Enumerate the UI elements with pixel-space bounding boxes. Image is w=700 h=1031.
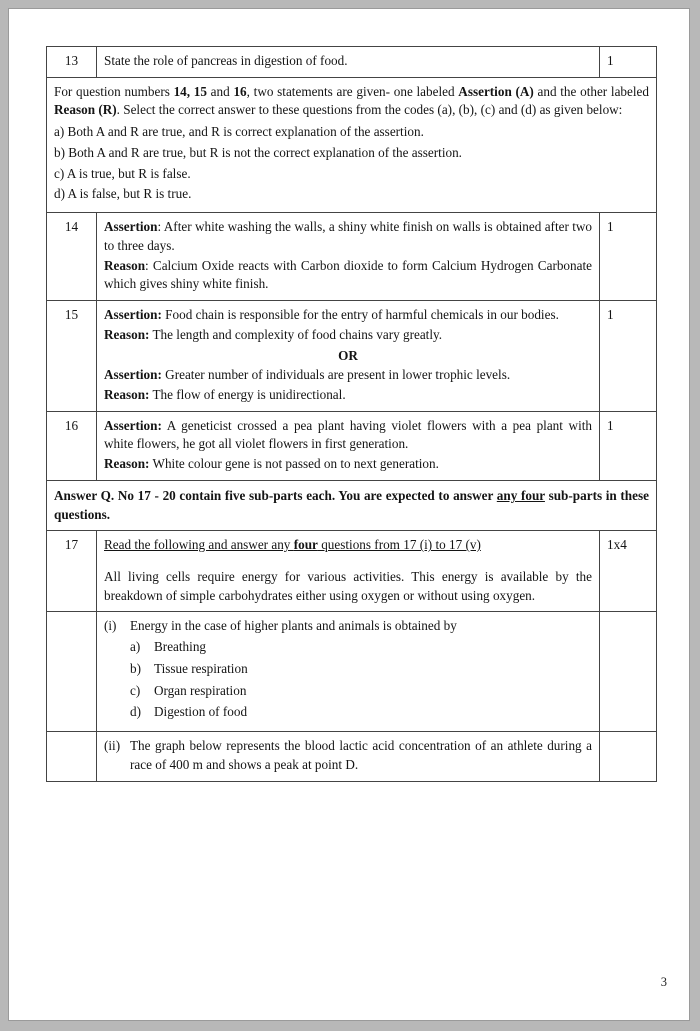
- q17-heading-part-2: questions from 17 (i) to 17 (v): [317, 537, 481, 553]
- q17-subpart-ii-number-cell: [47, 732, 97, 781]
- intro-text-2: and: [206, 83, 234, 99]
- q17-heading-bold: four: [293, 537, 318, 553]
- table-row-q17-subpart-ii: [47, 732, 657, 781]
- q14-number: 14: [47, 213, 97, 301]
- subparts-note-cell: [47, 480, 657, 530]
- q15-alt-assertion-text: Greater number of individuals are present in lower trophic levels.: [161, 367, 511, 383]
- q16-assertion: [104, 417, 592, 454]
- subparts-note-underlined: any four: [496, 487, 545, 503]
- q14-assertion-label: Assertion: [104, 219, 158, 235]
- subparts-note-part-1: Answer Q. No 17 - 20 contain five sub-parts each. You are expected to answer: [54, 487, 497, 503]
- q14-assertion-text: After white washing the walls, a shiny white finish on walls is obtained after two to three days.: [104, 219, 592, 253]
- q15-reason-text: The length and complexity of food chains vary greatly.: [149, 326, 443, 342]
- q14-assertion: [104, 218, 592, 255]
- choice-text-c: Organ respiration: [154, 682, 247, 698]
- q17-number: 17: [47, 531, 97, 612]
- q14-content: [97, 213, 600, 301]
- q14-marks: 1: [600, 213, 657, 301]
- q16-reason-text: White colour gene is not passed on to next generation.: [149, 456, 439, 472]
- q15-alt-reason-label: Reason:: [104, 387, 150, 403]
- q17-heading: [104, 536, 592, 555]
- q16-content: [97, 411, 600, 480]
- table-row-q14: [47, 213, 657, 301]
- assertion-option-d: d) A is false, but R is true.: [54, 186, 192, 202]
- list-item: [130, 703, 592, 722]
- q15-assertion: [104, 306, 592, 325]
- q13-number: 13: [47, 47, 97, 78]
- choice-text-a: Breathing: [154, 639, 207, 655]
- assertion-instructions-cell: [47, 77, 657, 212]
- q15-or-separator: OR: [338, 347, 358, 363]
- assertion-option-b: b) Both A and R are true, but R is not the correct explanation of the assertion.: [54, 144, 462, 160]
- question-sheet: [46, 46, 656, 782]
- intro-text-4: and the other labeled: [533, 83, 649, 99]
- intro-bold-3: Assertion (A): [458, 83, 534, 99]
- q17-heading-part-1: Read the following and answer any: [104, 537, 294, 553]
- choice-text-d: Digestion of food: [154, 704, 248, 720]
- q15-alt-reason-text: The flow of energy is unidirectional.: [149, 387, 346, 403]
- q17-subpart-ii-label: (ii): [104, 738, 121, 754]
- assertion-option-c: c) A is true, but R is false.: [54, 165, 191, 181]
- q16-marks: 1: [600, 411, 657, 480]
- table-row-q17-subpart-i: [47, 612, 657, 732]
- list-item: [130, 638, 592, 657]
- choice-letter-d: d): [130, 704, 141, 720]
- q13-marks: 1: [600, 47, 657, 78]
- intro-text-3: , two statements are given- one labeled: [246, 83, 459, 99]
- q17-subpart-i-question: [104, 617, 592, 636]
- q17-header-content: [97, 531, 600, 612]
- intro-bold-1: 14, 15: [173, 83, 207, 99]
- q17-subpart-ii-question: [104, 737, 592, 774]
- q15-content: [97, 301, 600, 412]
- q17-subpart-ii-marks-cell: [600, 732, 657, 781]
- intro-bold-2: 16: [233, 83, 247, 99]
- intro-bold-4: Reason (R): [54, 102, 117, 118]
- q17-subpart-ii-content: [97, 732, 600, 781]
- q16-number: 16: [47, 411, 97, 480]
- q15-reason-label: Reason:: [104, 326, 150, 342]
- table-row-q16: [47, 411, 657, 480]
- subparts-note-text: [54, 486, 649, 524]
- intro-text-5: . Select the correct answer to these questions from the codes (a), (b), (c) and (d) as given below:: [116, 102, 623, 118]
- choice-letter-a: a): [130, 639, 141, 655]
- q15-number: 15: [47, 301, 97, 412]
- q17-subpart-i-content: [97, 612, 600, 732]
- q17-marks: 1x4: [600, 531, 657, 612]
- list-item: [130, 660, 592, 679]
- choice-letter-b: b): [130, 660, 141, 676]
- assertion-option-list: [54, 123, 649, 204]
- q17-subpart-i-marks-cell: [600, 612, 657, 732]
- table-row-q17-header: [47, 531, 657, 612]
- list-item: [130, 682, 592, 701]
- q15-alt-reason: [104, 386, 592, 405]
- q17-subpart-i-number-cell: [47, 612, 97, 732]
- q14-reason-text: Calcium Oxide reacts with Carbon dioxide to form Calcium Hydrogen Carbonate which gives shiny white finish.: [104, 257, 592, 292]
- q13-text: State the role of pancreas in digestion of food.: [97, 47, 600, 78]
- exam-paper-page: [8, 8, 690, 1021]
- q16-assertion-label: Assertion:: [104, 417, 162, 433]
- table-row-q15: [47, 301, 657, 412]
- table-row-q13: [47, 47, 657, 78]
- q17-subpart-i-text: Energy in the case of higher plants and animals is obtained by: [130, 618, 457, 634]
- q14-reason-label: Reason: [104, 257, 146, 273]
- question-table: [46, 46, 657, 782]
- q16-assertion-text: A geneticist crossed a pea plant having violet flowers with a pea plant with white flowers, he got all violet flowers in first generation.: [104, 417, 592, 452]
- table-row-assertion-instructions: [47, 77, 657, 212]
- q17-passage: All living cells require energy for various activities. This energy is available by the breakdown of simple carbohydrates either using oxygen or without using oxygen.: [104, 568, 592, 603]
- assertion-instructions-intro: [54, 83, 649, 120]
- q15-alt-assertion: [104, 366, 592, 385]
- q17-subpart-ii-text: The graph below represents the blood lactic acid concentration of an athlete during a race of 400 m and shows a peak at point D.: [130, 738, 592, 772]
- q15-reason: [104, 326, 592, 345]
- q15-marks: 1: [600, 301, 657, 412]
- q14-reason: [104, 257, 592, 294]
- q17-subpart-i-choices: [104, 638, 592, 722]
- intro-text-1: For question numbers: [54, 83, 174, 99]
- page-number: 3: [660, 975, 667, 989]
- subparts-note-part-2: sub-parts in these questions.: [54, 487, 649, 523]
- choice-text-b: Tissue respiration: [154, 660, 248, 676]
- assertion-option-a: a) Both A and R are true, and R is correct explanation of the assertion.: [54, 124, 424, 140]
- q15-assertion-label: Assertion:: [104, 307, 162, 323]
- q17-subpart-i-label: (i): [104, 618, 117, 634]
- q15-alt-assertion-label: Assertion:: [104, 367, 162, 383]
- q16-reason-label: Reason:: [104, 456, 150, 472]
- q15-assertion-text: Food chain is responsible for the entry of harmful chemicals in our bodies.: [161, 307, 559, 323]
- q14-reason-sep: :: [145, 257, 153, 273]
- q14-assertion-sep: :: [157, 219, 164, 235]
- table-row-subparts-note: [47, 480, 657, 530]
- q16-reason: [104, 455, 592, 474]
- choice-letter-c: c): [130, 682, 141, 698]
